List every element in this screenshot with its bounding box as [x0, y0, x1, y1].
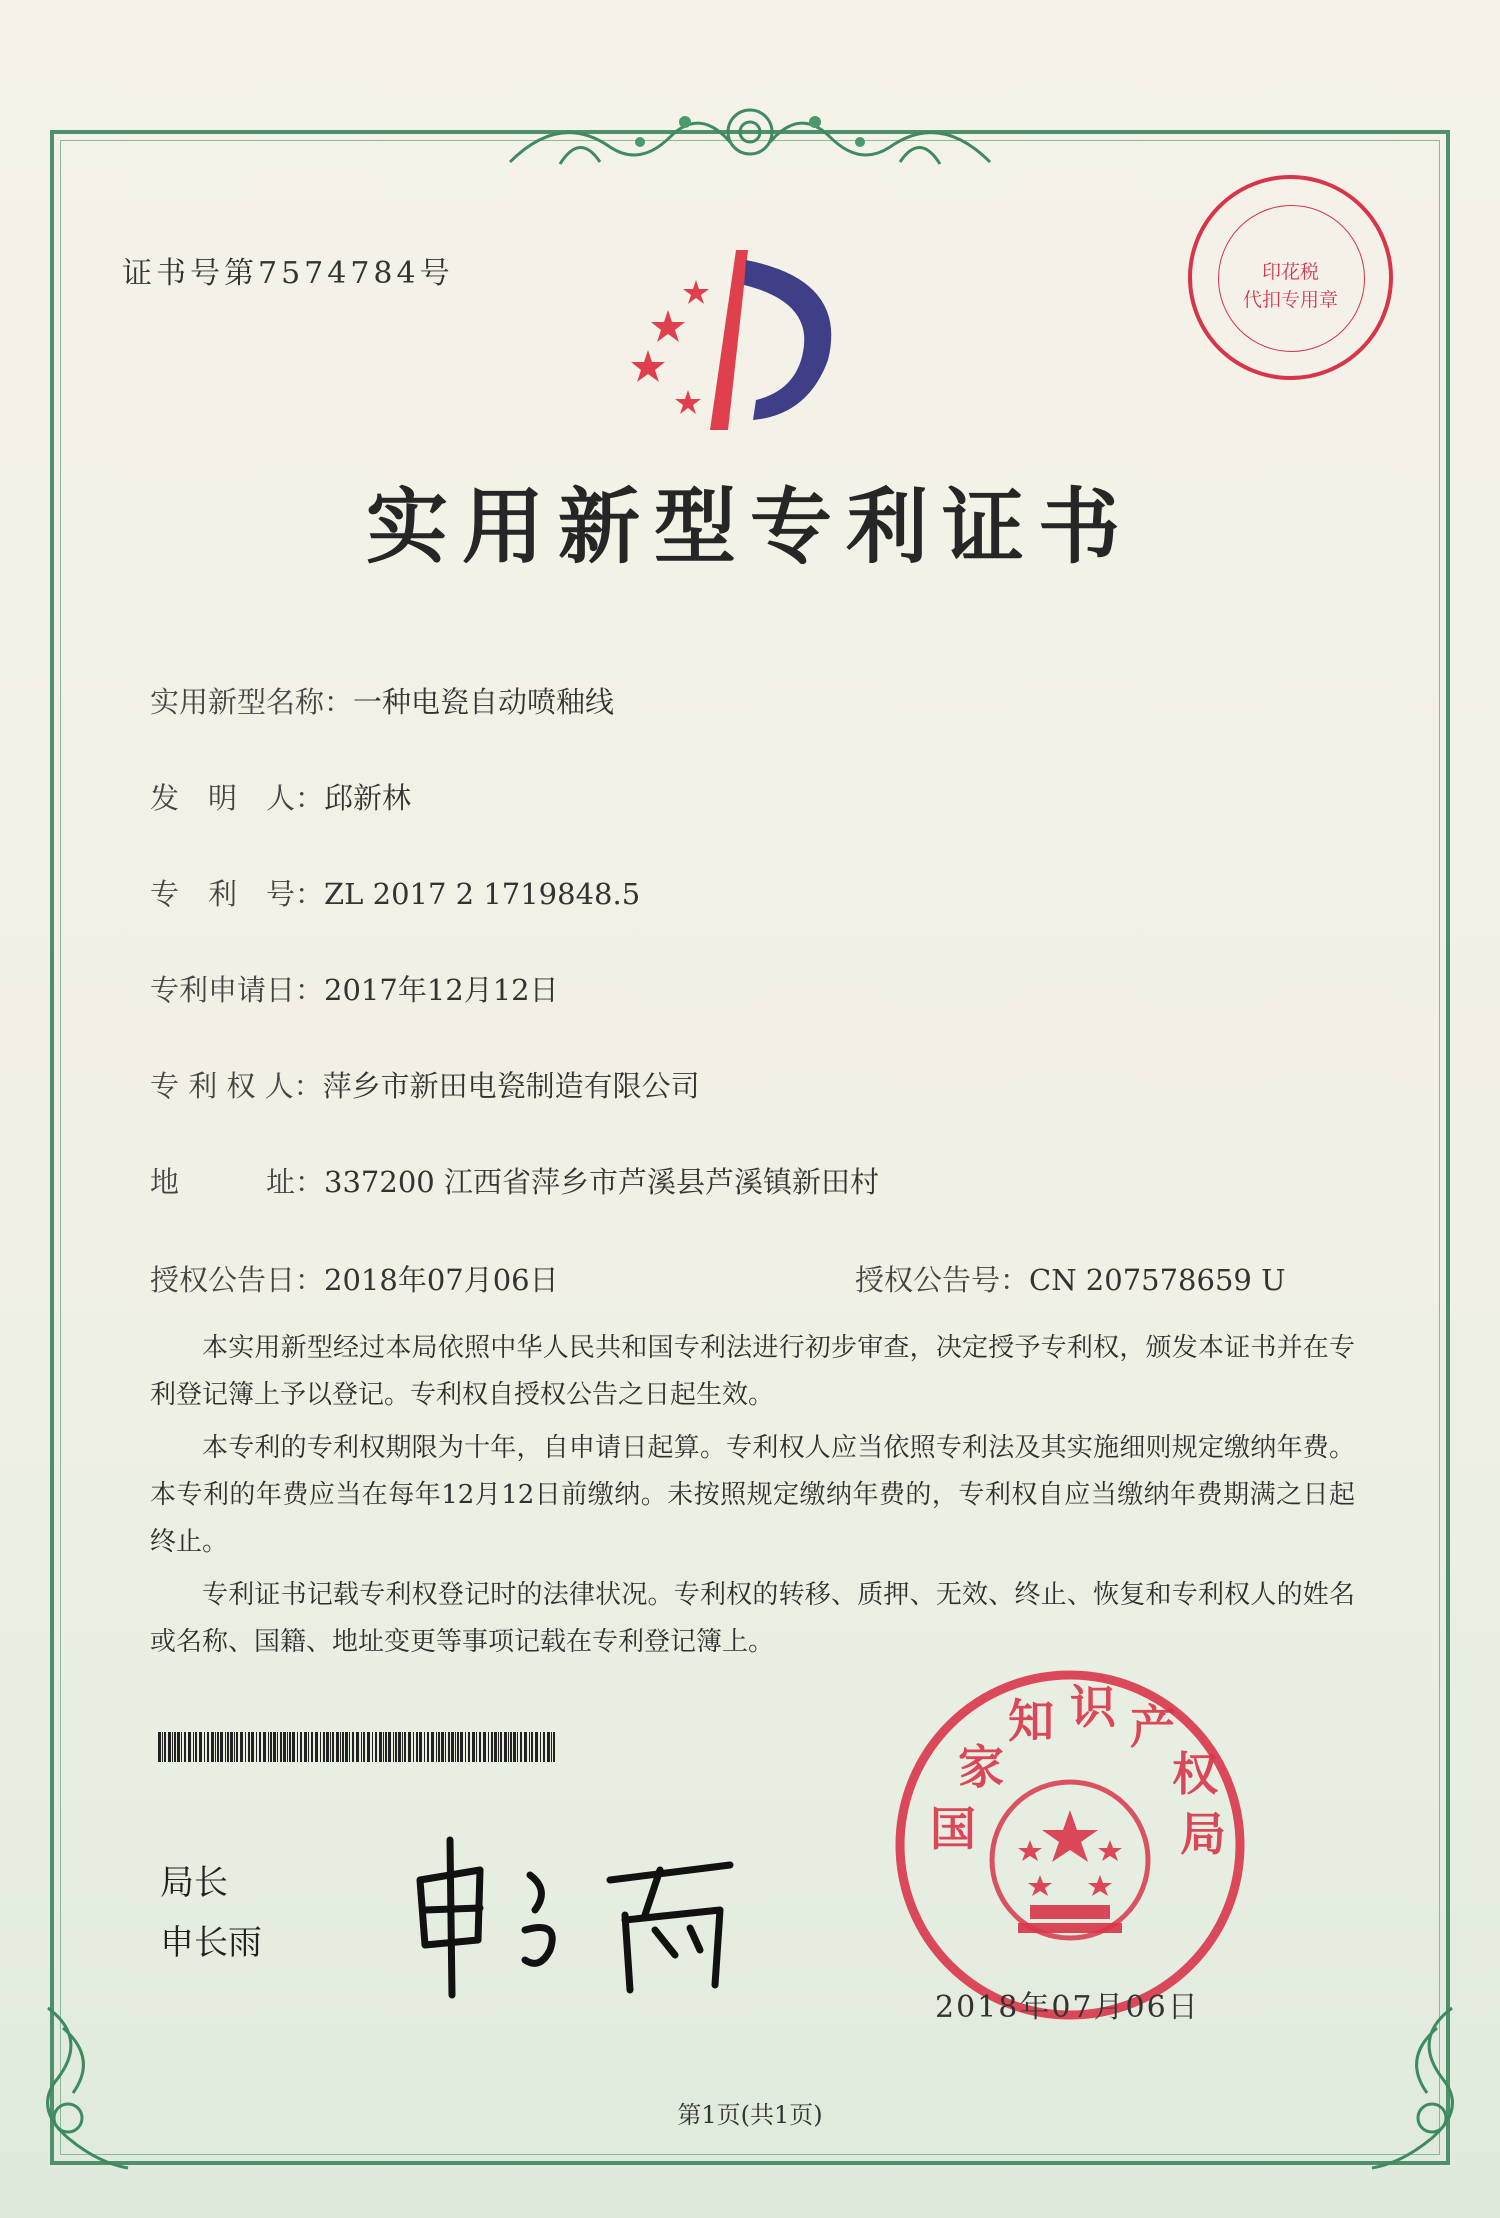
- field-label: 专 利 号：: [150, 877, 325, 911]
- field-value: 萍乡市新田电瓷制造有限公司: [322, 1069, 700, 1103]
- signature-icon: [400, 1820, 760, 2000]
- field-value: 2017年12月12日: [324, 973, 559, 1007]
- svg-text:识: 识: [1070, 1680, 1116, 1734]
- field-value: 2018年07月06日: [324, 1263, 559, 1297]
- body-paragraph: 专利证书记载专利权登记时的法律状况。专利权的转移、质押、无效、终止、恢复和专利权人的姓名或名称、国籍、地址变更等事项记载在专利登记簿上。: [150, 1580, 1355, 1657]
- certificate-number: 证书号第7574784号: [122, 256, 454, 291]
- svg-text:知: 知: [1008, 1694, 1054, 1748]
- field-patentee: [150, 1064, 700, 1105]
- director-title: 局长: [160, 1863, 228, 1903]
- page-number: 第1页(共1页): [677, 2101, 823, 2129]
- field-inventor: [150, 776, 411, 817]
- field-value: 一种电瓷自动喷釉线: [353, 685, 615, 719]
- barcode-icon: [158, 1732, 558, 1762]
- certificate-body: [150, 1325, 1355, 1672]
- svg-text:产: 产: [1130, 1700, 1176, 1754]
- field-label: 专 利 权 人：: [150, 1069, 323, 1103]
- field-patent-number: [150, 872, 640, 913]
- corner-ornament-icon: [28, 1998, 148, 2178]
- field-value: 337200 江西省萍乡市芦溪县芦溪镇新田村: [324, 1165, 879, 1199]
- seal-line-2: 代扣专用章: [1242, 289, 1338, 311]
- field-label: 实用新型名称：: [150, 685, 354, 719]
- svg-text:权: 权: [1172, 1747, 1218, 1801]
- field-label: 授权公告日：: [150, 1263, 325, 1297]
- field-label: 地 址：: [150, 1165, 325, 1199]
- national-emblem-icon: [890, 1665, 1250, 2025]
- svg-text:局: 局: [1180, 1807, 1226, 1861]
- field-label: 发 明 人：: [150, 781, 325, 815]
- field-grant-date: [150, 1258, 559, 1299]
- field-utility-name: [150, 680, 614, 721]
- ornament-top-icon: [500, 92, 1000, 182]
- field-grant-number: [855, 1258, 1286, 1299]
- cnipa-emblem-icon: [618, 240, 868, 440]
- field-filing-date: [150, 968, 559, 1009]
- field-address: [150, 1160, 879, 1201]
- tax-seal: [1188, 175, 1393, 380]
- field-value: 邱新林: [324, 781, 412, 815]
- field-label: 专利申请日：: [150, 973, 325, 1007]
- svg-text:家: 家: [958, 1740, 1004, 1794]
- field-value: ZL 2017 2 1719848.5: [324, 877, 641, 911]
- field-value: CN 207578659 U: [1029, 1263, 1286, 1297]
- field-label: 授权公告号：: [855, 1263, 1030, 1297]
- director-name: 申长雨: [160, 1923, 262, 1963]
- svg-text:国: 国: [930, 1802, 976, 1856]
- body-paragraph: 本实用新型经过本局依照中华人民共和国专利法进行初步审查，决定授予专利权，颁发本证书并在专利登记簿上予以登记。专利权自授权公告之日起生效。: [150, 1333, 1355, 1410]
- corner-ornament-icon: [1352, 1998, 1472, 2178]
- body-paragraph: 本专利的专利权期限为十年，自申请日起算。专利权人应当依照专利法及其实施细则规定缴纳年费。本专利的年费应当在每年12月12日前缴纳。未按照规定缴纳年费的，专利权自应当缴纳年费期满之日起终止。: [150, 1433, 1355, 1557]
- page-title: 实用新型专利证书: [365, 480, 1134, 575]
- seal-date: 2018年07月06日: [935, 1990, 1200, 2025]
- seal-line-1: 印花税: [1261, 261, 1319, 283]
